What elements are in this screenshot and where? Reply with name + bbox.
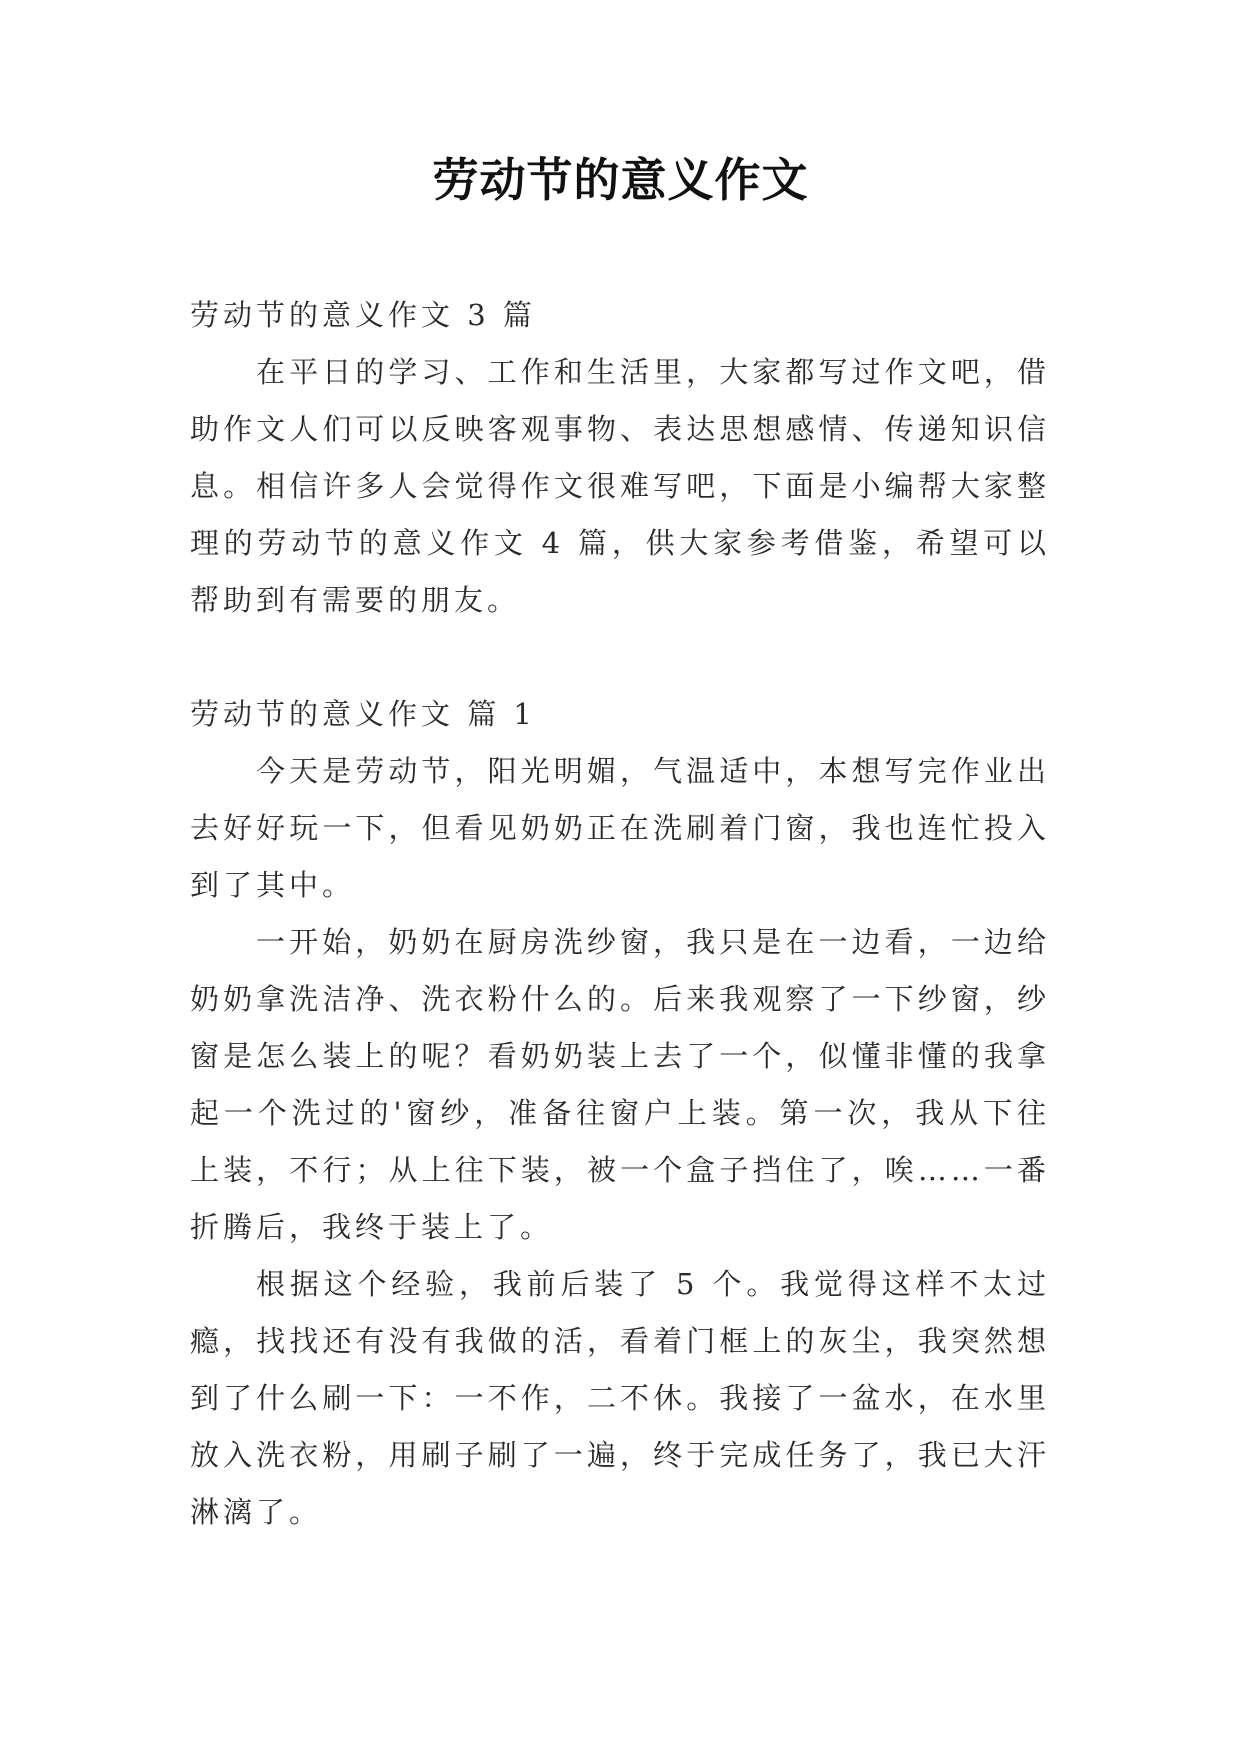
document-title: 劳动节的意义作文 [432,153,809,207]
section-spacer [190,629,1050,686]
body-paragraph: 今天是劳动节，阳光明媚，气温适中，本想写完作业出去好好玩一下，但看见奶奶正在洗刷着门窗，我也连忙投入到了其中。 [190,754,1050,902]
document-subtitle: 劳动节的意义作文 3 篇 [190,298,536,332]
body-paragraph: 根据这个经验，我前后装了 5 个。我觉得这样不太过瘾，找找还有没有我做的活，看着门框上的灰尘，我突然想到了什么刷一下：一不作，二不休。我接了一盆水，在水里放入洗衣粉，用刷子刷了一遍，终于完成任务了，我已大汗淋漓了。 [190,1267,1050,1529]
intro-paragraph: 在平日的学习、工作和生活里，大家都写过作文吧，借助作文人们可以反映客观事物、表达思想感情、传递知识信息。相信许多人会觉得作文很难写吧，下面是小编帮大家整理的劳动节的意义作文 4 篇，供大家参考借鉴，希望可以帮助到有需要的朋友。 [190,355,1050,617]
section-heading: 劳动节的意义作文 篇 1 [190,697,536,731]
body-paragraph: 一开始，奶奶在厨房洗纱窗，我只是在一边看，一边给奶奶拿洗洁净、洗衣粉什么的。后来我观察了一下纱窗，纱窗是怎么装上的呢？看奶奶装上去了一个，似懂非懂的我拿起一个洗过的'窗纱，准备往窗户上装。第一次，我从下往上装，不行；从上往下装，被一个盒子挡住了，唉……一番折腾后，我终于装上了。 [190,925,1050,1244]
document-body [190,287,1050,1541]
